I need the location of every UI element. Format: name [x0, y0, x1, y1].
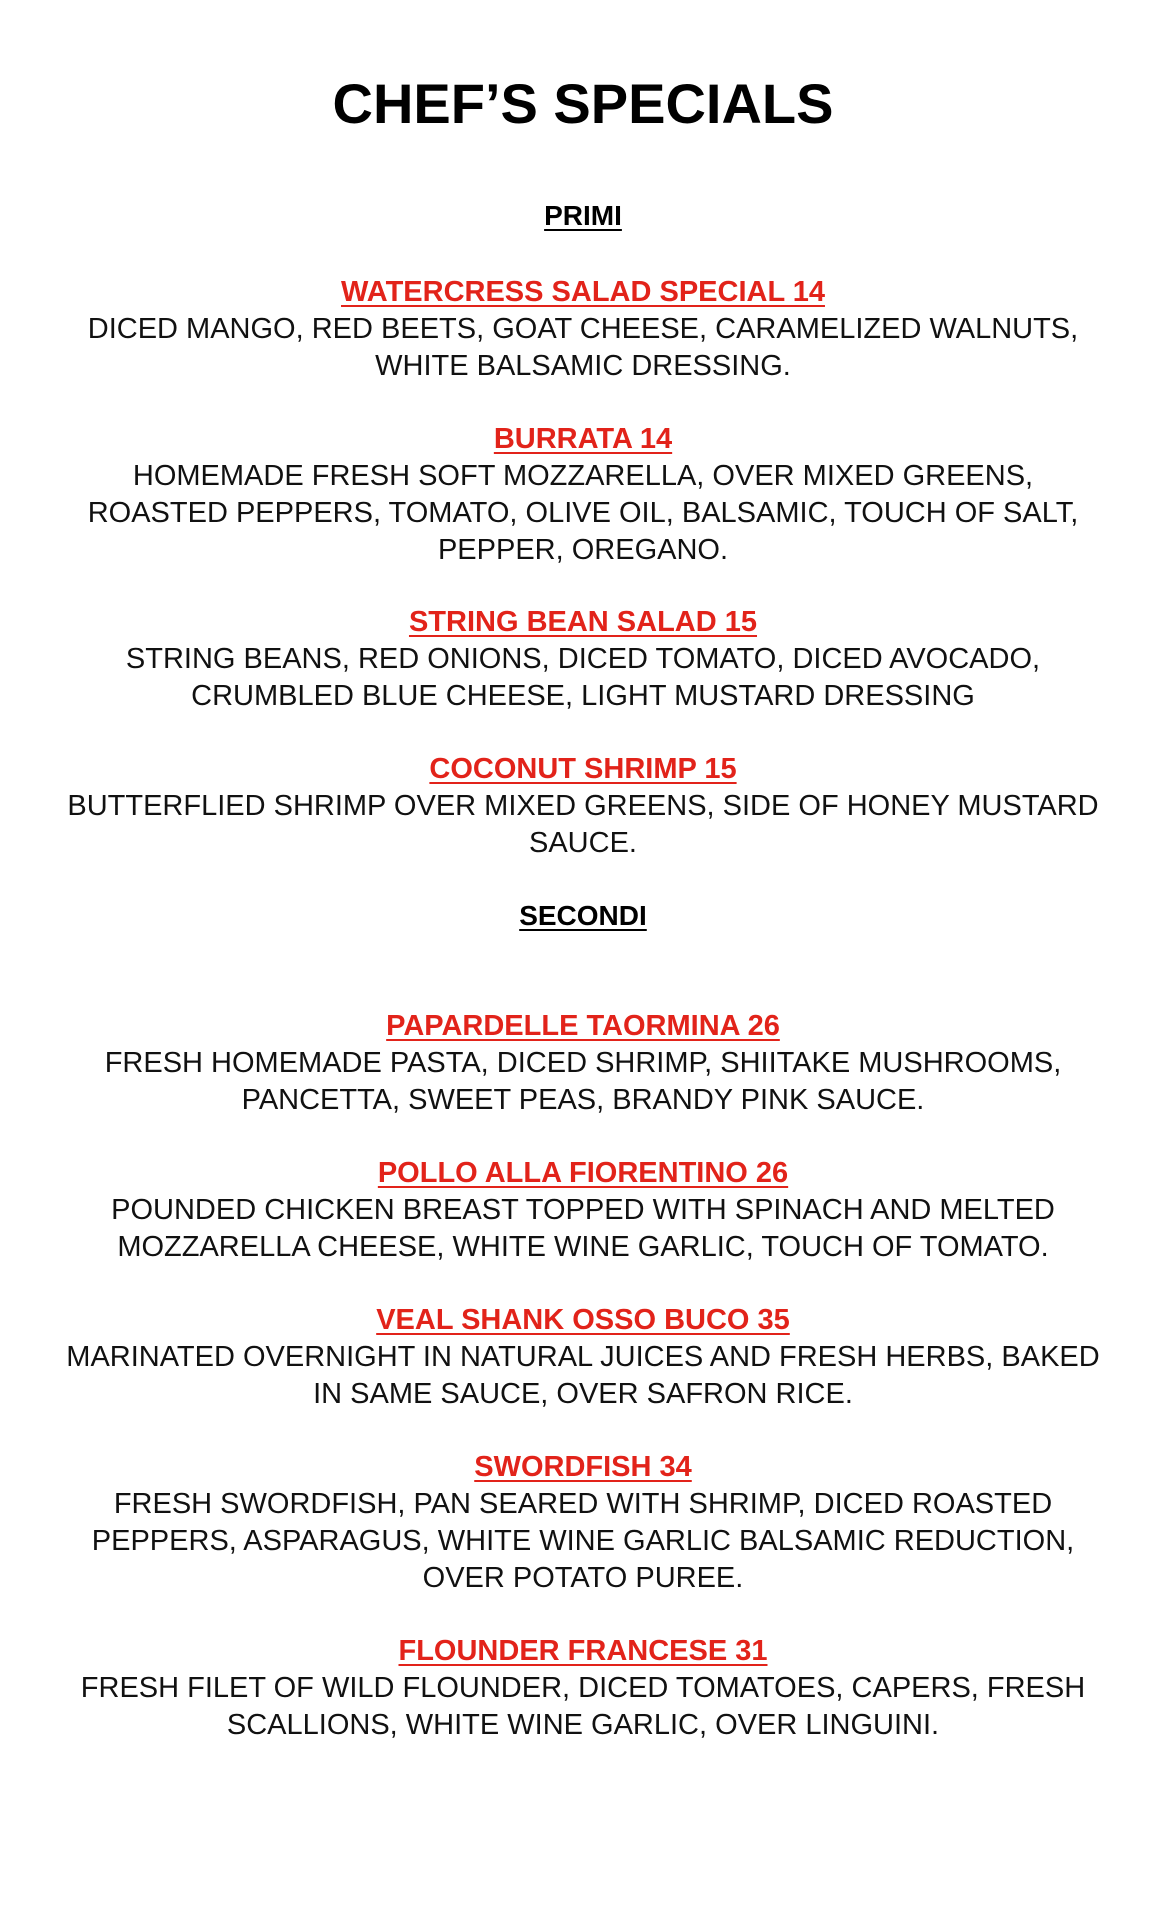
page-title: CHEF’S SPECIALS [332, 72, 834, 135]
menu-item-description: FRESH SWORDFISH, PAN SEARED WITH SHRIMP, DICED ROASTED PEPPERS, ASPARAGUS, WHITE WINE GARLIC BALSAMIC REDUCTION, OVER POTATO PUREE. [91, 1488, 1075, 1594]
menu-item-name: VEAL SHANK OSSO BUCO 35 [376, 1304, 790, 1336]
menu-item [60, 751, 1106, 862]
menu-item-name: PAPARDELLE TAORMINA 26 [386, 1010, 780, 1042]
menu-item-description: STRING BEANS, RED ONIONS, DICED TOMATO, DICED AVOCADO, CRUMBLED BLUE CHEESE, LIGHT MUSTARD DRESSING [125, 643, 1041, 712]
menu-item [60, 1449, 1106, 1597]
menu-item-description: DICED MANGO, RED BEETS, GOAT CHEESE, CARAMELIZED WALNUTS, WHITE BALSAMIC DRESSING. [87, 313, 1079, 382]
menu-item [60, 604, 1106, 715]
menu-item [60, 421, 1106, 569]
menu-item [60, 1302, 1106, 1413]
menu-item-description: POUNDED CHICKEN BREAST TOPPED WITH SPINACH AND MELTED MOZZARELLA CHEESE, WHITE WINE GARLIC, TOUCH OF TOMATO. [111, 1194, 1055, 1263]
menu-item-description: FRESH FILET OF WILD FLOUNDER, DICED TOMATOES, CAPERS, FRESH SCALLIONS, WHITE WINE GARLIC, OVER LINGUINI. [80, 1672, 1086, 1741]
menu-item-description: HOMEMADE FRESH SOFT MOZZARELLA, OVER MIXED GREENS, ROASTED PEPPERS, TOMATO, OLIVE OIL, BALSAMIC, TOUCH OF SALT, PEPPER, OREGANO. [87, 460, 1079, 566]
menu-item-name: STRING BEAN SALAD 15 [408, 606, 758, 638]
menu-item-name: BURRATA 14 [493, 423, 673, 455]
menu-item-name: COCONUT SHRIMP 15 [429, 753, 737, 785]
menu-item-name: SWORDFISH 34 [474, 1451, 692, 1483]
menu-item [60, 1633, 1106, 1744]
menu-item-description: MARINATED OVERNIGHT IN NATURAL JUICES AND FRESH HERBS, BAKED IN SAME SAUCE, OVER SAFRON RICE. [66, 1341, 1100, 1410]
menu-item-description: BUTTERFLIED SHRIMP OVER MIXED GREENS, SIDE OF HONEY MUSTARD SAUCE. [67, 790, 1099, 859]
menu-item [60, 1155, 1106, 1266]
menu-item [60, 1008, 1106, 1119]
menu-item-description: FRESH HOMEMADE PASTA, DICED SHRIMP, SHIITAKE MUSHROOMS, PANCETTA, SWEET PEAS, BRANDY PINK SAUCE. [104, 1047, 1062, 1116]
section-heading-primi: PRIMI [544, 200, 622, 231]
section-heading-secondi: SECONDI [519, 900, 647, 931]
menu-item-name: FLOUNDER FRANCESE 31 [398, 1635, 768, 1667]
menu-item-name: POLLO ALLA FIORENTINO 26 [377, 1157, 789, 1189]
menu-item-name: WATERCRESS SALAD SPECIAL 14 [341, 276, 825, 308]
menu-item [60, 274, 1106, 385]
